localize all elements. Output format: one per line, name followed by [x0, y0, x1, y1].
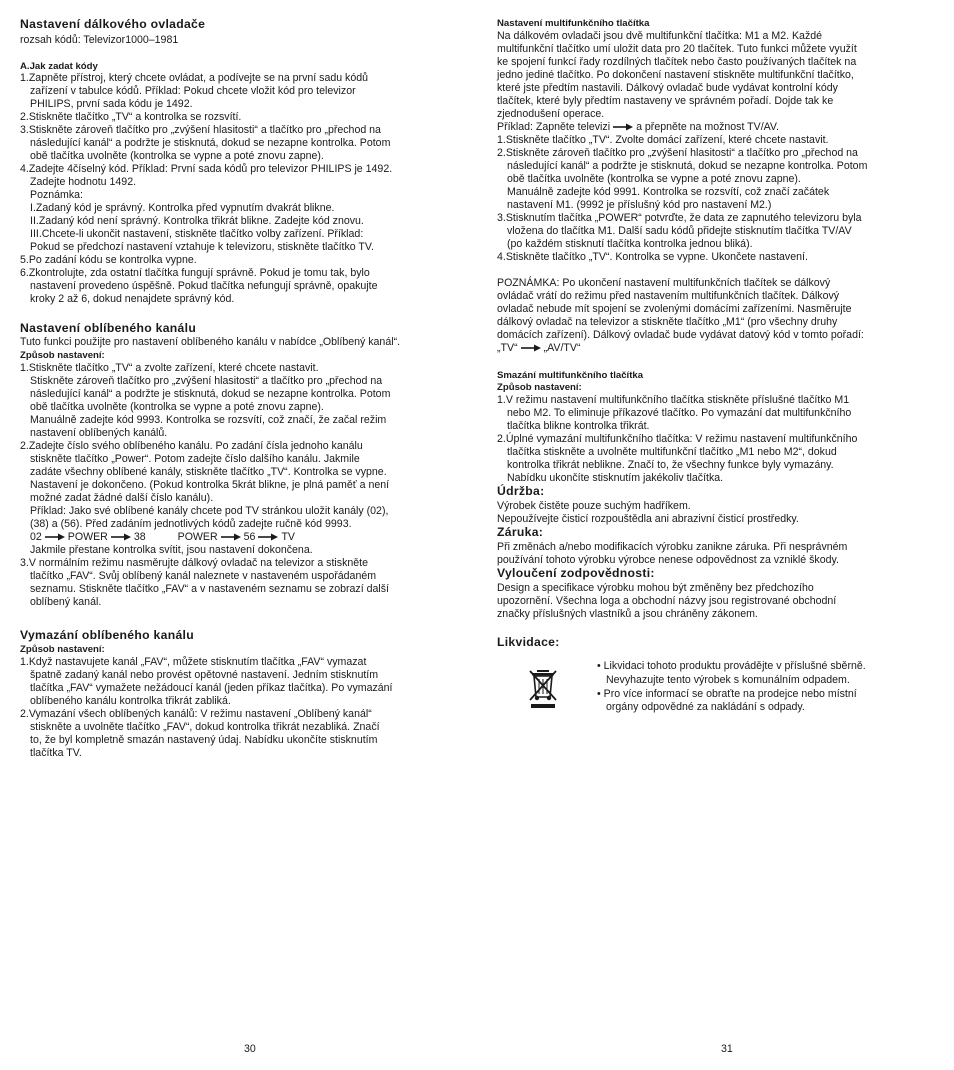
- text-line: tlačítka „FAV“ vymažete nežádoucí kanál (jeden příkaz tlačítka). Po vymazání: [30, 682, 393, 694]
- text-line: 1.Stiskněte tlačítko „TV“ a zvolte zařízení, které chcete nastavit.: [20, 362, 319, 374]
- text-line: následující kanál“ a podržte je stisknutá, dokud se nezapne kontrolka. Potom: [30, 137, 391, 149]
- text-line: 2.Stiskněte zároveň tlačítko pro „zvýšení hlasitosti“ a tlačítko pro „přechod na: [497, 147, 858, 159]
- text-line: zjednodušení operace.: [497, 108, 605, 120]
- text-line: stiskněte tlačítko „Power“. Potom zadejte číslo dalšího kanálu. Jakmile: [30, 453, 360, 465]
- text-line: domácích zařízení). Dálkový ovladač bude vydávat datový kód v tomto pořadí:: [497, 329, 864, 341]
- text-line: značky příslušných vlastníků a jsou chráněny zákonem.: [497, 608, 758, 620]
- text-line: 1.Stiskněte tlačítko „TV“. Zvolte domácí zařízení, které chcete nastavit.: [497, 134, 829, 146]
- text-line: stiskněte a uvolněte tlačítko „FAV“, dokud kontrolka třikrát nezabliká. Značí: [30, 721, 380, 733]
- text-line: 3.Stiskněte zároveň tlačítko pro „zvýšení hlasitosti“ a tlačítko pro „přechod na: [20, 124, 381, 136]
- text-line: jedno jediné tlačítko. Po dokončení nastavení stiskněte multifunkční tlačítko,: [497, 69, 854, 81]
- section-heading: Nastavení dálkového ovladače: [20, 17, 206, 31]
- text-line: 2.Vymazání všech oblíbených kanálů: V režimu nastavení „Oblíbený kanál“: [20, 708, 372, 720]
- page-number-right: 31: [721, 1043, 733, 1055]
- text-line: upozornění. Všechna loga a obchodní názvy jsou registrované obchodní: [497, 595, 837, 607]
- text-line: Při změnách a/nebo modifikacích výrobku zanikne záruka. Při nesprávném: [497, 541, 848, 553]
- subheading: Smazání multifunkčního tlačítka: [497, 370, 644, 381]
- text-line: rozsah kódů: Televizor1000–1981: [20, 34, 179, 46]
- text-line: II.Zadaný kód není správný. Kontrolka třikrát blikne. Zadejte kód znovu.: [30, 215, 364, 227]
- text-line: možné zadat žádné další číslo kanálu).: [30, 492, 214, 504]
- subheading: Způsob nastavení:: [20, 350, 105, 361]
- text-line: zařízení v tabulce kódů. Příklad: Pokud chcete vložit kód pro televizor: [30, 85, 356, 97]
- text-line: 4.Zadejte 4číselný kód. Příklad: První sada kódů pro televizor PHILIPS je 1492.: [20, 163, 393, 175]
- sequence-value: 38: [133, 531, 146, 543]
- text-line: obě tlačítka uvolněte (kontrolka se vypne a poté znovu zapne).: [30, 401, 324, 413]
- section-heading: Vyloučení zodpovědnosti:: [497, 566, 655, 580]
- sequence-value: TV: [281, 531, 295, 543]
- text-line: Příklad: Jako své oblíbené kanály chcete pod TV stránkou uložit kanály (02),: [30, 505, 389, 517]
- text-line: • Likvidaci tohoto produktu provádějte v příslušné sběrně.: [597, 660, 866, 672]
- text-line: 2.Stiskněte tlačítko „TV“ a kontrolka se rozsvítí.: [20, 111, 242, 123]
- arrow-right-icon: [521, 344, 541, 352]
- text-line: Jakmile přestane kontrolka svítit, jsou nastavení dokončena.: [30, 544, 313, 556]
- text-line: Manuálně zadejte kód 9993. Kontrolka se rozsvítí, což značí, že začal režim: [30, 414, 387, 426]
- arrow-right-icon: [613, 123, 633, 131]
- text-line: následující kanál“ a podržte je stisknutá, dokud se nezapne kontrolka. Potom: [507, 160, 868, 172]
- subheading: Způsob nastavení:: [497, 382, 582, 393]
- page-number-left: 30: [244, 1043, 256, 1055]
- text-line: oblíbený kanál.: [30, 596, 102, 608]
- text-line: 2.Úplné vymazání multifunkčního tlačítka: V režimu nastavení multifunkčního: [497, 433, 858, 445]
- text-line: Manuálně zadejte kód 9991. Kontrolka se rozsvítí, což značí začátek: [507, 186, 830, 198]
- example-line: Příklad: Zapněte televizi a přepněte na možnost TV/AV.: [497, 121, 779, 133]
- subheading: A.Jak zadat kódy: [20, 61, 98, 72]
- text-line: 2.Zadejte číslo svého oblíbeného kanálu. Po zadání čísla jednoho kanálu: [20, 440, 363, 452]
- text-line: obě tlačítka uvolněte (kontrolka se vypne a poté znovu zapne).: [507, 173, 801, 185]
- text-line: orgány odpovědné za nakládání s odpady.: [606, 701, 805, 713]
- text-line: nastavení M1. (9992 je příslušný kód pro nastavení M2.): [507, 199, 772, 211]
- text-line: POZNÁMKA: Po ukončení nastavení multifunkčních tlačítek se dálkový: [497, 277, 831, 289]
- section-heading: Vymazání oblíbeného kanálu: [20, 628, 194, 642]
- text-line: PHILIPS, první sada kódu je 1492.: [30, 98, 193, 110]
- text-line: tlačítka blikne kontrolka třikrát.: [507, 420, 650, 432]
- text-line: tlačítka TV.: [30, 747, 82, 759]
- text-line: 3.Stisknutím tlačítka „POWER“ potvrďte, že data ze zapnutého televizoru byla: [497, 212, 862, 224]
- text-line: špatně zadaný kanál nebo provést opětovné nastavení. Jedním stisknutím: [30, 669, 379, 681]
- sequence-value: POWER: [67, 531, 108, 543]
- text-line: 6.Zkontrolujte, zda ostatní tlačítka fungují správně. Pokud je tomu tak, bylo: [20, 267, 370, 279]
- arrow-right-icon: [258, 533, 278, 541]
- text-line: dálkový ovladač na televizor a stiskněte tlačítko „M1“ (pro všechny druhy: [497, 316, 838, 328]
- crossed-out-wheelie-bin-icon: [528, 667, 558, 709]
- text-line: kroky 2 až 6, dokud nenajdete správný kód.: [30, 293, 235, 305]
- text-line: 4.Stiskněte tlačítko „TV“. Kontrolka se vypne. Ukončete nastavení.: [497, 251, 808, 263]
- sequence-value: 02: [30, 531, 42, 543]
- arrow-right-icon: [221, 533, 241, 541]
- text-line: to, že byl kompletně smazán nastavený údaj. Nabídku ukončíte stisknutím: [30, 734, 378, 746]
- text-line: tlačítka stiskněte a uvolněte multifunkční tlačítko „M1 nebo M2“, dokud: [507, 446, 837, 458]
- text-line: seznamu. Stiskněte tlačítko „FAV“ a v nastaveném seznamu se zobrazí další: [30, 583, 389, 595]
- text-line: Design a specifikace výrobku mohou být změněny bez předchozího: [497, 582, 814, 594]
- sequence-value: 56: [243, 531, 256, 543]
- text-line: tlačítek, které byly předtím nastaveny ve správném pořadí. Dojde tak ke: [497, 95, 834, 107]
- text-line: 1.Zapněte přístroj, který chcete ovládat, a podívejte se na první sadu kódů: [20, 72, 369, 84]
- text-line: oblíbeného kanálu kontrolka třikrát zabliká.: [30, 695, 231, 707]
- text-line: 3.V normálním režimu nasměrujte dálkový ovladač na televizor a stiskněte: [20, 557, 368, 569]
- text-line: 5.Po zadání kódu se kontrolka vypne.: [20, 254, 197, 266]
- text-line: ke spojení funkcí řady rozdílných tlačítek nebo často používaných tlačítek na: [497, 56, 857, 68]
- text-line: kontrolka třikrát neblikne. Značí to, že všechny funkce byly vymazány.: [507, 459, 834, 471]
- text-line: • Pro více informací se obraťte na prodejce nebo místní: [597, 688, 857, 700]
- subheading: Způsob nastavení:: [20, 644, 105, 655]
- text-line: Stiskněte zároveň tlačítko pro „zvýšení hlasitosti“ a tlačítko pro „přechod na: [30, 375, 383, 387]
- text-line: Nabídku ukončíte stisknutím jakékoliv tlačítka.: [507, 472, 724, 484]
- text-line: Pokud se předchozí nastavení vztahuje k televizoru, stiskněte tlačítko TV.: [30, 241, 374, 253]
- text-line: 1.Když nastavujete kanál „FAV“, můžete stisknutím tlačítka „FAV“ vymazat: [20, 656, 367, 668]
- text-line: Nepoužívejte čisticí rozpouštědla ani abrazivní čisticí prostředky.: [497, 513, 799, 525]
- text-line: které jste předtím nastavili. Dálkový ovladač bude vydávat kontrolní kódy: [497, 82, 838, 94]
- text-line: nebo M2. To eliminuje příkazové tlačítko. Po vymazání dat multifunkčního: [507, 407, 852, 419]
- text-line: tlačítko „FAV“. Svůj oblíbený kanál naleznete v nastaveném uspořádaném: [30, 570, 377, 582]
- channel-sequence: [30, 531, 295, 544]
- text-line: multifunkční tlačítko umí uložit data pro 20 tlačítek. Tuto funkci můžete využít: [497, 43, 857, 55]
- text-line: I.Zadaný kód je správný. Kontrolka před vypnutím dvakrát blikne.: [30, 202, 335, 214]
- text-line: používání tohoto výrobku výrobce nenese odpovědnost za vzniklé škody.: [497, 554, 839, 566]
- text-line: Nevyhazujte tento výrobek s komunálním odpadem.: [606, 674, 850, 686]
- text-line: nastavení oblíbených kanálů.: [30, 427, 168, 439]
- section-heading: Nastavení oblíbeného kanálu: [20, 321, 197, 335]
- text-line: III.Chcete-li ukončit nastavení, stiskněte tlačítko volby zařízení. Příklad:: [30, 228, 364, 240]
- section-heading: Likvidace:: [497, 635, 560, 649]
- text-line: Na dálkovém ovladači jsou dvě multifunkční tlačítka: M1 a M2. Každé: [497, 30, 823, 42]
- section-heading: Údržba:: [497, 484, 545, 498]
- text-line: zadáte všechny oblíbené kanály, stiskněte tlačítko „TV“. Kontrolka se vypne.: [30, 466, 387, 478]
- text-line: vložena do tlačítka M1. Další sadu kódů přidejte stisknutím tlačítka TV/AV: [507, 225, 852, 237]
- subheading: Nastavení multifunkčního tlačítka: [497, 18, 650, 29]
- text-line: následující kanál“ a podržte je stisknutá, dokud se nezapne kontrolka. Potom: [30, 388, 391, 400]
- text-line: Tuto funkci použijte pro nastavení oblíbeného kanálu v nabídce „Oblíbený kanál“.: [20, 336, 401, 348]
- text-line: ovládač vrátí do režimu před nastavením multifunkčních tlačítek. Dálkový: [497, 290, 840, 302]
- text-line: (po každém stisknutí tlačítka kontrolka jednou bliká).: [507, 238, 753, 250]
- text-line: Výrobek čistěte pouze suchým hadříkem.: [497, 500, 691, 512]
- text-line: Nastavení je dokončeno. (Pokud kontrolka 5krát blikne, je plná paměť a není: [30, 479, 390, 491]
- text-line: ovladač nebude mít spojení se zvolenými domácími zařízeními. Nasměrujte: [497, 303, 852, 315]
- text-line: Zadejte hodnotu 1492.: [30, 176, 137, 188]
- arrow-right-icon: [45, 533, 65, 541]
- arrow-right-icon: [111, 533, 131, 541]
- sequence-value: POWER: [177, 531, 218, 543]
- text-line: Poznámka:: [30, 189, 83, 201]
- text-line: 1.V režimu nastavení multifunkčního tlačítka stiskněte příslušné tlačítko M1: [497, 394, 850, 406]
- text-line: nastavení provedeno úspěšně. Pokud tlačítka nefungují správně, opakujte: [30, 280, 378, 292]
- output-order-line: „TV“ „AV/TV“: [497, 342, 581, 354]
- text-line: (38) a (56). Před zadáním jednotlivých kódů zadejte ručně kód 9993.: [30, 518, 352, 530]
- section-heading: Záruka:: [497, 525, 544, 539]
- text-line: obě tlačítka uvolněte (kontrolka se vypne a poté znovu zapne).: [30, 150, 324, 162]
